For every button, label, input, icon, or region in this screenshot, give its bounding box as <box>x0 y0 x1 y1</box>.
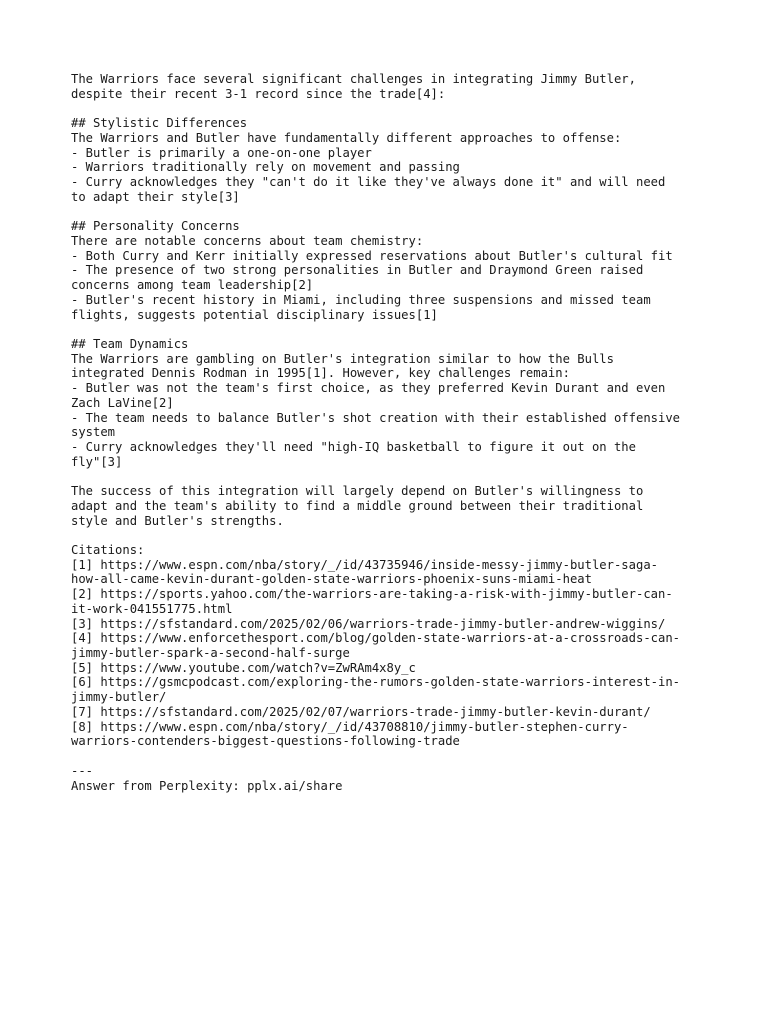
conclusion-line: adapt and the team's ability to find a middle ground between their traditional <box>71 498 644 513</box>
citation-item-continued: it-work-041551775.html <box>71 601 233 616</box>
heading-team-dynamics: ## Team Dynamics <box>71 336 189 351</box>
blank-line <box>71 204 711 219</box>
citation-item: [3] https://sfstandard.com/2025/02/06/warriors-trade-jimmy-butler-andrew-wiggins/ <box>71 616 666 631</box>
paragraph-line: There are notable concerns about team chemistry: <box>71 233 424 248</box>
blank-line <box>71 749 711 764</box>
citation-item-continued: jimmy-butler/ <box>71 690 167 705</box>
list-item: - Butler was not the team's first choice, as they preferred Kevin Durant and even <box>71 381 666 396</box>
list-item-continued: fly"[3] <box>71 454 123 469</box>
heading-personality-concerns: ## Personality Concerns <box>71 219 240 234</box>
citation-item: [7] https://sfstandard.com/2025/02/07/warriors-trade-jimmy-butler-kevin-durant/ <box>71 704 651 719</box>
conclusion-line: style and Butler's strengths. <box>71 513 284 528</box>
list-item-continued: Zach LaVine[2] <box>71 395 174 410</box>
list-item: - Curry acknowledges they "can't do it like they've always done it" and will need <box>71 175 666 190</box>
citations-heading: Citations: <box>71 543 145 557</box>
citation-item-continued: jimmy-butler-spark-a-second-half-surge <box>71 646 350 661</box>
paragraph-line: integrated Dennis Rodman in 1995[1]. However, key challenges remain: <box>71 366 570 381</box>
citation-item: [2] https://sports.yahoo.com/the-warriors-are-taking-a-risk-with-jimmy-butler-can- <box>71 587 673 602</box>
list-item: - Butler is primarily a one-on-one player <box>71 145 372 160</box>
list-item: - Both Curry and Kerr initially expressed reservations about Butler's cultural fit <box>71 248 673 263</box>
paragraph-line: The Warriors and Butler have fundamentally different approaches to offense: <box>71 130 622 145</box>
list-item: - Warriors traditionally rely on movement and passing <box>71 160 460 175</box>
list-item: - Curry acknowledges they'll need "high-IQ basketball to figure it out on the <box>71 439 636 454</box>
list-item-continued: system <box>71 425 116 440</box>
blank-line <box>71 322 711 337</box>
blank-line <box>71 101 711 116</box>
citation-item-continued: how-all-came-kevin-durant-golden-state-warriors-phoenix-suns-miami-heat <box>71 572 592 587</box>
conclusion-line: The success of this integration will largely depend on Butler's willingness to <box>71 484 644 499</box>
list-item: - The team needs to balance Butler's shot creation with their established offensive <box>71 410 681 425</box>
citation-item-continued: warriors-contenders-biggest-questions-following-trade <box>71 734 460 749</box>
citation-item: [6] https://gsmcpodcast.com/exploring-the-rumors-golden-state-warriors-interest-in- <box>71 675 681 690</box>
separator-line: --- <box>71 763 94 778</box>
blank-line <box>71 528 711 543</box>
citation-item: [8] https://www.espn.com/nba/story/_/id/43708810/jimmy-butler-stephen-curry- <box>71 719 629 734</box>
blank-line <box>71 469 711 484</box>
list-item: - Butler's recent history in Miami, including three suspensions and missed team <box>71 292 651 307</box>
list-item-continued: to adapt their style[3] <box>71 189 240 204</box>
footer-attribution: Answer from Perplexity: pplx.ai/share <box>71 778 343 793</box>
document-page <box>71 72 711 793</box>
intro-line-2: despite their recent 3-1 record since the trade[4]: <box>71 86 446 101</box>
heading-stylistic-differences: ## Stylistic Differences <box>71 116 248 131</box>
intro-line-1: The Warriors face several significant challenges in integrating Jimmy Butler, <box>71 72 636 86</box>
citation-item: [5] https://www.youtube.com/watch?v=ZwRAm4x8y_c <box>71 660 416 675</box>
list-item-continued: concerns among team leadership[2] <box>71 278 314 293</box>
list-item: - The presence of two strong personalities in Butler and Draymond Green raised <box>71 263 644 278</box>
citation-item: [1] https://www.espn.com/nba/story/_/id/43735946/inside-messy-jimmy-butler-saga- <box>71 557 658 572</box>
paragraph-line: The Warriors are gambling on Butler's integration similar to how the Bulls <box>71 351 614 366</box>
citation-item: [4] https://www.enforcethesport.com/blog/golden-state-warriors-at-a-crossroads-can- <box>71 631 681 646</box>
list-item-continued: flights, suggests potential disciplinary issues[1] <box>71 307 438 322</box>
